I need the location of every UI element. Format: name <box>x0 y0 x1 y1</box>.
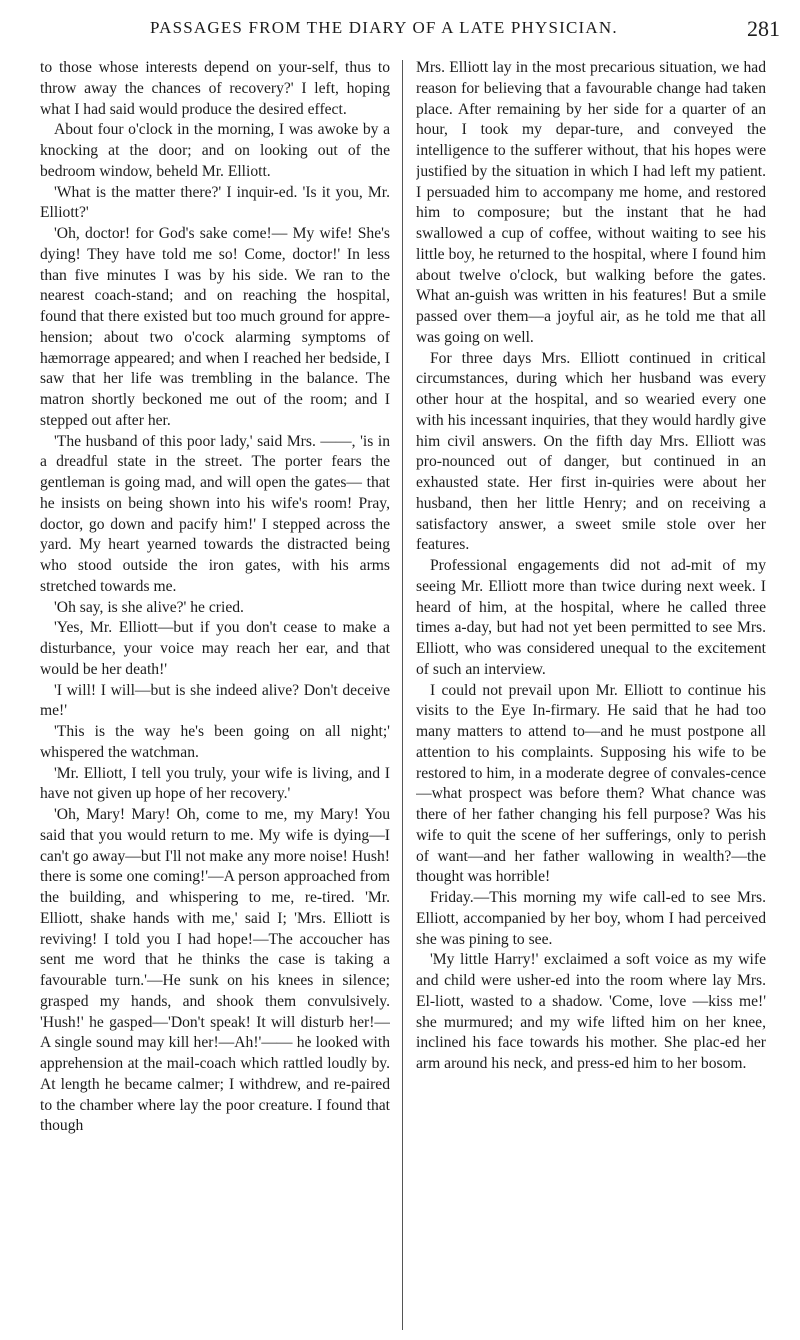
page-number: 281 <box>747 16 780 41</box>
running-head: PASSAGES FROM THE DIARY OF A LATE PHYSICIAN. <box>150 18 618 37</box>
paragraph: Professional engagements did not ad-mit of my seeing Mr. Elliott more than twice during next week. I heard of him, at the hospital, where he called three times a-day, but had not yet been permitted to see Mrs. Elliott, who was considered unequal to the excitement of such an interview. <box>416 557 766 678</box>
paragraph: Friday.—This morning my wife call-ed to see Mrs. Elliott, accompanied by her boy, whom I had perceived she was pining to see. <box>416 889 766 948</box>
paragraph: 'My little Harry!' exclaimed a soft voice as my wife and child were usher-ed into the room where lay Mrs. El-liott, wasted to a shadow. 'Come, love —kiss me!' she murmured; and my wife lifted him on her knee, inclined his face towards his mother. She plac-ed her arm around his neck, and press-ed him to her bosom. <box>416 951 766 1072</box>
paragraph: 'I will! I will—but is she indeed alive? Don't deceive me!' <box>40 681 390 720</box>
text-column-left <box>40 58 390 1137</box>
paragraph: 'Oh say, is she alive?' he cried. <box>54 598 244 616</box>
column-divider <box>402 60 403 1330</box>
page-header <box>120 10 780 50</box>
paragraph: 'Oh, Mary! Mary! Oh, come to me, my Mary! You said that you would return to me. My wife is dying—I can't go away—but I'll not make any more noise! Hush! there is some one coming!'—A person approached from the building, and whispering to me, re-tired. 'Mr. Elliott, shake hands with me,' said I; 'Mrs. Elliott is reviving! I told you I had hope!—The accoucher has sent me word that he thinks the case is taking a favourable turn.'—He sunk on his knees in silence; grasped my hands, and shook them convulsively. 'Hush!' he gasped—'Don't speak! It will disturb her!—A single sound may kill her!—Ah!'—— he looked with apprehension at the mail-coach which rattled loudly by. At length he became calmer; I withdrew, and re-paired to the chamber where lay the poor creature. I found that though <box>40 806 390 1135</box>
text-column-right <box>416 58 766 1075</box>
paragraph: 'Oh, doctor! for God's sake come!— My wife! She's dying! They have told me so! Come, doctor!' In less than five minutes I was by his side. We ran to the nearest coach-stand; and on reaching the hospital, found that there existed but too much ground for appre-hension; about two o'cock alarming symptoms of hæmorrage appeared; and when I reached her bedside, I saw that her life was trembling in the balance. The matron shortly beckoned me out of the room; and I stepped out after her. <box>40 225 390 429</box>
paragraph: 'Mr. Elliott, I tell you truly, your wife is living, and I have not given up hope of her recovery.' <box>40 764 390 803</box>
paragraph: 'This is the way he's been going on all night;' whispered the watchman. <box>40 723 390 761</box>
paragraph: 'Yes, Mr. Elliott—but if you don't cease to make a disturbance, your voice may reach her ear, and that would be her death!' <box>40 619 390 678</box>
paragraph: 'What is the matter there?' I inquir-ed. 'Is it you, Mr. Elliott?' <box>40 183 390 222</box>
paragraph: I could not prevail upon Mr. Elliott to continue his visits to the Eye In-firmary. He said that he had too many matters to attend to—and he must postpone all attention to his complaints. Supposing his wife to be restored to him, in a moderate degree of convales-cence—what prospect was before them? What chance was there of her father changing his fell purpose? Was his wife to quit the scene of her sufferings, only to perish of want—and her father wallowing in wealth?—the thought was horrible! <box>416 681 766 886</box>
paragraph: About four o'clock in the morning, I was awoke by a knocking at the door; and on looking out of the bedroom window, beheld Mr. Elliott. <box>40 121 390 180</box>
paragraph: Mrs. Elliott lay in the most precarious situation, we had reason for believing that a favourable change had taken place. After remaining by her side for a quarter of an hour, I took my depar-ture, and conveyed the intelligence to the sufferer without, that his hopes were justified by the situation in which I had left my patient. I persuaded him to accompany me home, and restored him to composure; but the instant that he had swallowed a cup of coffee, without waiting to see his little boy, he returned to the hospital, where I found him about twelve o'clock, but walking before the gates. What an-guish was written in his features! But a smile passed over them—a joyful air, as he told me that all was going on well. <box>416 59 766 346</box>
paragraph: 'The husband of this poor lady,' said Mrs. ——, 'is in a dreadful state in the street. The porter fears the gentleman is going mad, and will open the gates— that he insists on being shown into his wife's room! Pray, doctor, go down and pacify him!' I stepped across the yard. My heart yearned towards the distracted being who stood outside the iron gates, with his arms stretched towards me. <box>40 432 390 595</box>
paragraph: For three days Mrs. Elliott continued in critical circumstances, during which her husband was every other hour at the hospital, and so wearied every one with his incessant inquiries, that they would hardly give him civil answers. On the fifth day Mrs. Elliott was pro-nounced out of danger, but continued in an exhausted state. Her first in-quiries were about her husband, then her little Henry; and on receiving a satisfactory answer, a sweet smile stole over her features. <box>416 349 766 554</box>
paragraph: to those whose interests depend on your-self, thus to throw away the chances of recovery?' I left, hoping what I had said would produce the desired effect. <box>40 59 390 118</box>
